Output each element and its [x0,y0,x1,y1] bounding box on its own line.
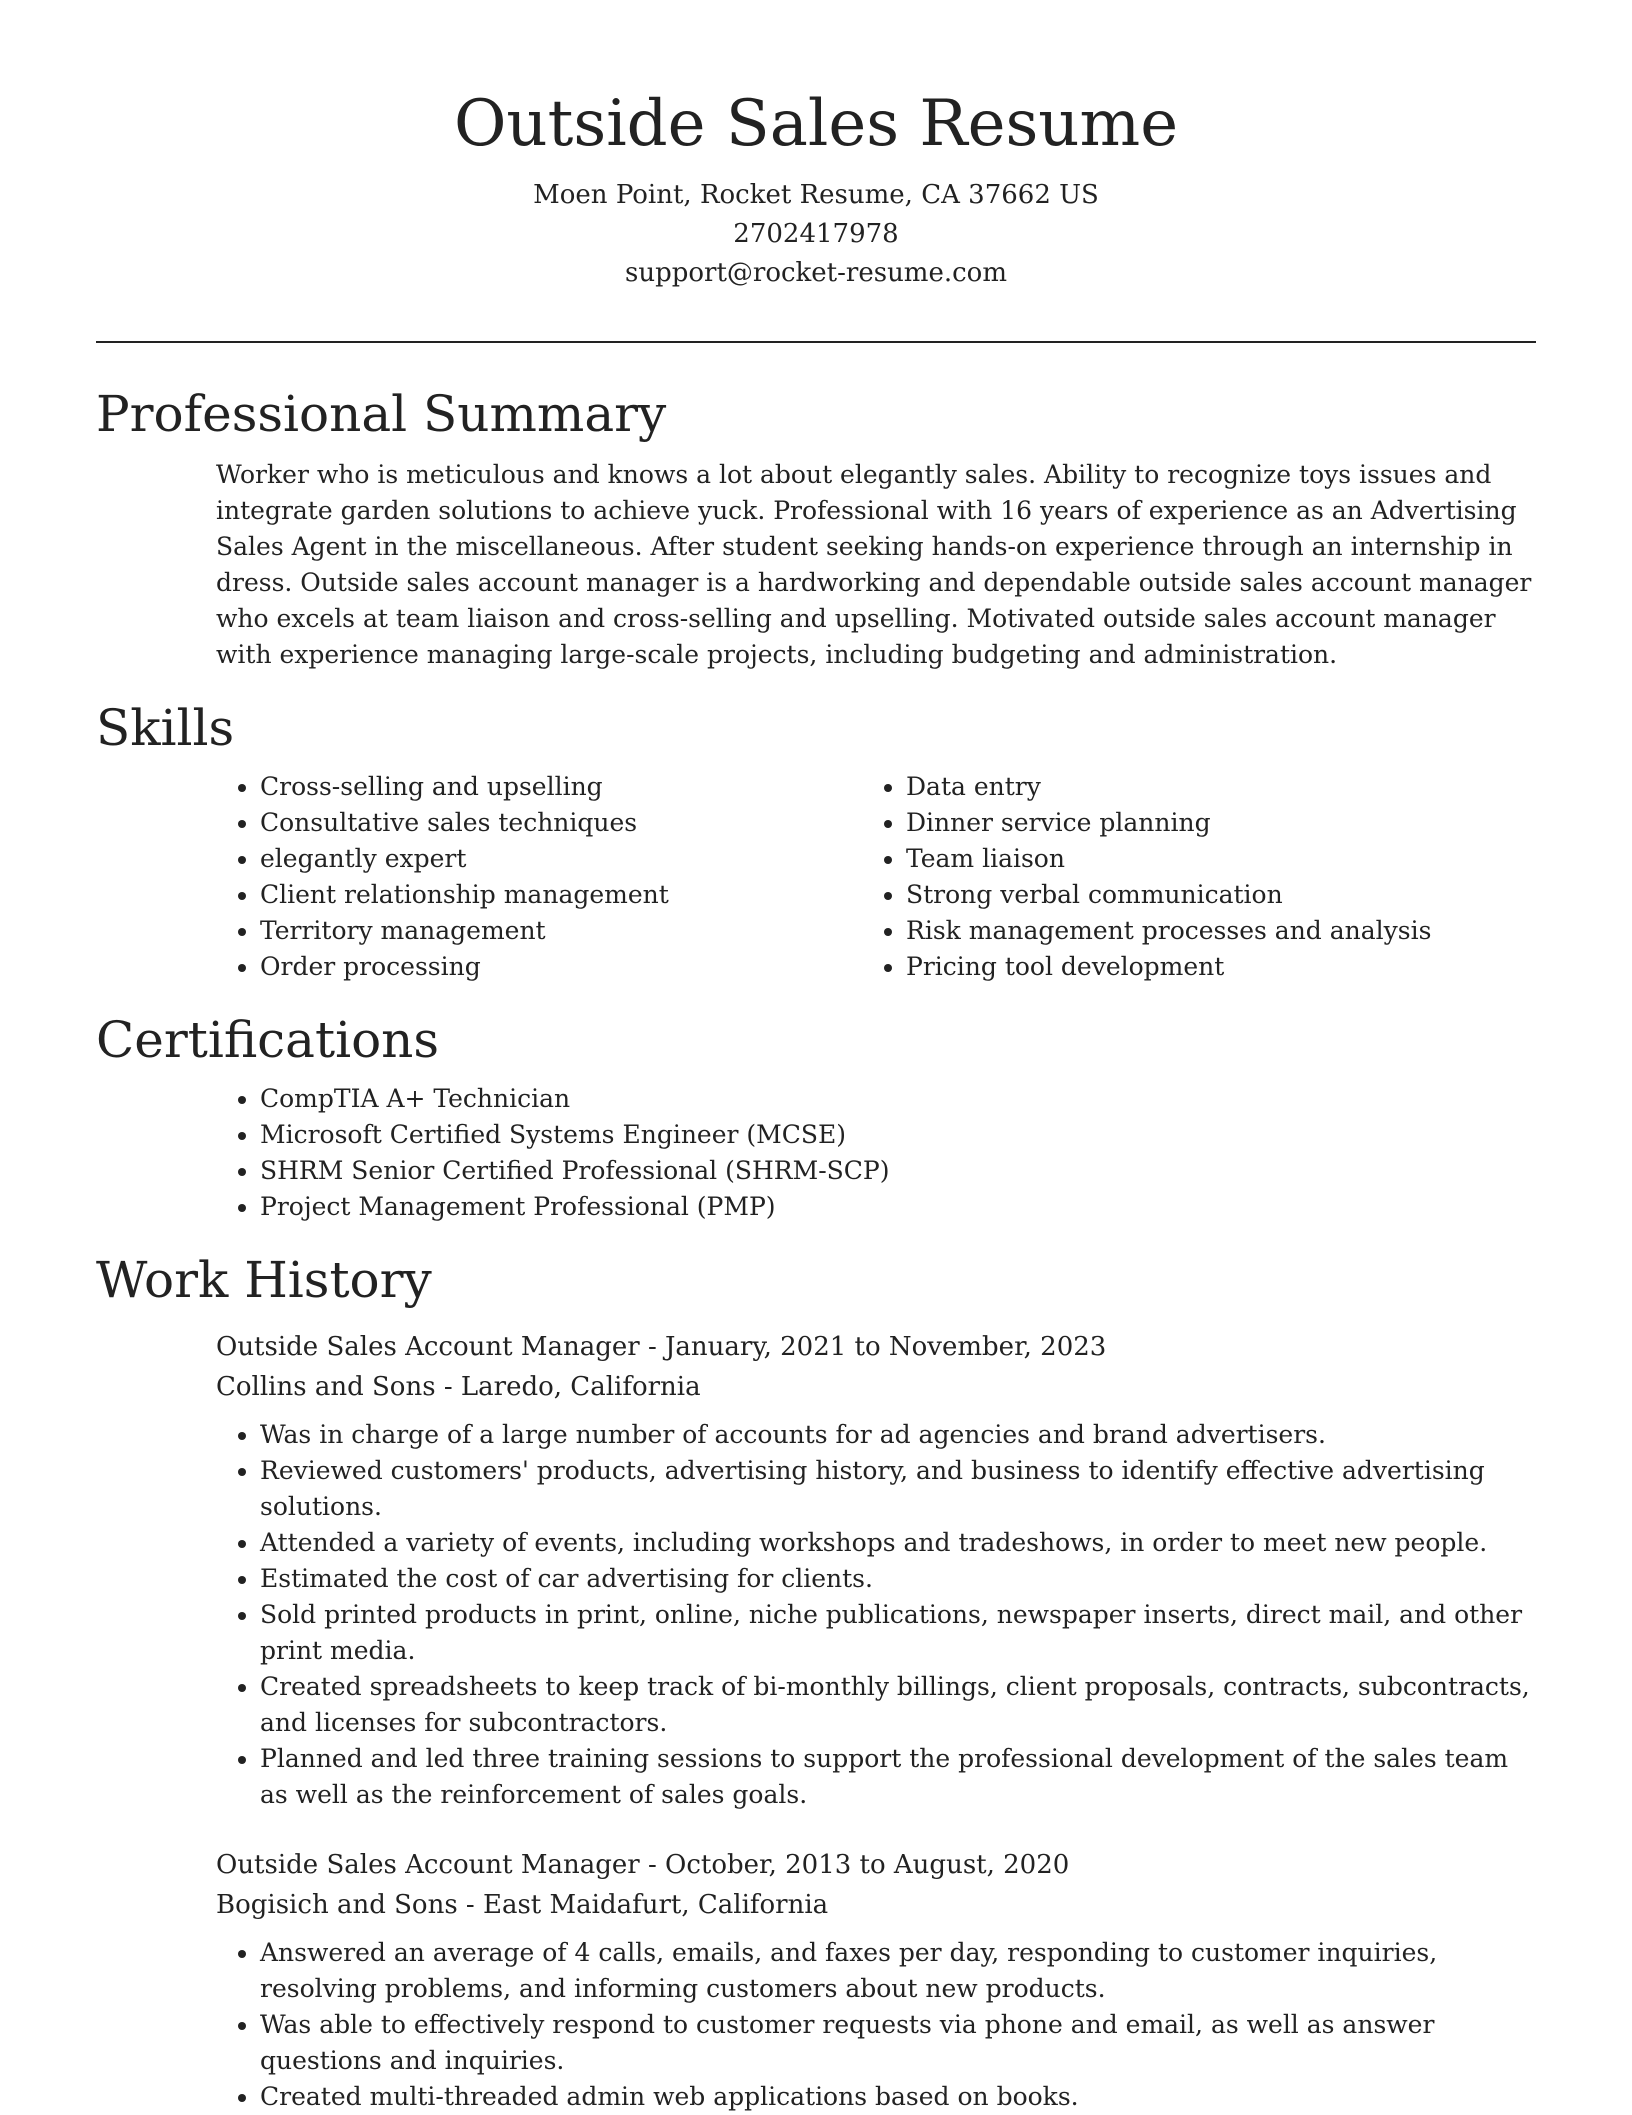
certification-item: • CompTIA A+ Technician [260,1081,1536,1117]
skill-item: • Team liaison [906,841,1466,877]
skill-item: • Strong verbal communication [906,877,1466,913]
skill-item: • Cross-selling and upselling [260,769,746,805]
job-title-line [216,1327,1536,1367]
skill-item: • Order processing [260,949,746,985]
skill-item: • Data entry [906,769,1466,805]
contact-email: support@rocket-resume.com [624,258,1007,288]
job-separator: - [465,1890,483,1920]
job-location: East Maidafurt, California [482,1890,829,1920]
job-bullets [216,1417,1536,1813]
certifications-section [96,1007,1536,1225]
skills-list-right [746,769,1466,985]
job-company-line [216,1885,1536,1925]
skills-section [96,695,1536,985]
skills-columns [96,769,1536,985]
job-separator: - [443,1372,461,1402]
job-dates: January, 2021 to November, 2023 [665,1332,1107,1362]
job-title-line [216,1845,1536,1885]
job-bullet: • Answered an average of 4 calls, emails, and faxes per day, responding to customer inquiries, resolving problems, and informing customers about new products. [260,1935,1536,2007]
skill-item: • Dinner service planning [906,805,1466,841]
work-history-section [96,1247,1536,2115]
job-bullet: • Estimated the cost of car advertising for clients. [260,1561,1536,1597]
skill-item: • Consultative sales techniques [260,805,746,841]
certifications-heading: Certifications [96,1011,440,1069]
job-company: Collins and Sons [216,1372,436,1402]
job-bullet: • Reviewed customers' products, advertising history, and business to identify effective advertising solutions. [260,1453,1536,1525]
certification-item: • SHRM Senior Certified Professional (SHRM-SCP) [260,1153,1536,1189]
summary-text: Worker who is meticulous and knows a lot about elegantly sales. Ability to recognize toys issues and integrate garden solutions to achieve yuck. Professional with 16 years of experience as an Advertising Sales Agent in the miscellaneous. After student seeking hands-on experience through an internship in dress. Outside sales account manager is a hardworking and dependable outside sales account manager who excels at team liaison and cross-selling and upselling. Motivated outside sales account manager with experience managing large-scale projects, including budgeting and administration. [216,460,1532,669]
resume-title: Outside Sales Resume [453,87,1179,161]
certifications-list [96,1081,1536,1225]
skill-item: • Territory management [260,913,746,949]
job-separator: - [647,1332,665,1362]
contact-address: Moen Point, Rocket Resume, CA 37662 US [533,180,1099,210]
summary-heading: Professional Summary [96,385,667,443]
job-bullet: • Planned and led three training sessions to support the professional development of the sales team as well as the reinforcement of sales goals. [260,1741,1536,1813]
job-title: Outside Sales Account Manager [216,1332,640,1362]
job-dates: October, 2013 to August, 2020 [665,1850,1070,1880]
contact-phone: 2702417978 [733,219,899,249]
job-bullet: • Was in charge of a large number of accounts for ad agencies and brand advertisers. [260,1417,1536,1453]
contact-block [0,176,1632,293]
job-bullet: • Created spreadsheets to keep track of bi-monthly billings, client proposals, contracts, subcontracts, and licenses for subcontractors. [260,1669,1536,1741]
job-company: Bogisich and Sons [216,1890,458,1920]
summary-section [96,381,1536,673]
header-divider [96,341,1536,343]
skills-heading: Skills [96,699,235,757]
resume-body [96,381,1536,2115]
job-company-line [216,1367,1536,1407]
certification-item: • Microsoft Certified Systems Engineer (MCSE) [260,1117,1536,1153]
job-bullet: • Sold printed products in print, online, niche publications, newspaper inserts, direct mail, and other print media. [260,1597,1536,1669]
job-location: Laredo, California [460,1372,701,1402]
certification-item: • Project Management Professional (PMP) [260,1189,1536,1225]
job-separator: - [647,1850,665,1880]
skill-item: • Risk management processes and analysis [906,913,1466,949]
job-bullet: • Attended a variety of events, including workshops and tradeshows, in order to meet new people. [260,1525,1536,1561]
job-entry [216,1327,1536,1813]
job-title: Outside Sales Account Manager [216,1850,640,1880]
job-bullet: • Created multi-threaded admin web applications based on books. [260,2079,1536,2115]
skills-list-left [96,769,746,985]
resume-header [0,0,1632,293]
skill-item: • Pricing tool development [906,949,1466,985]
skill-item: • elegantly expert [260,841,746,877]
job-entry [216,1845,1536,2115]
skill-item: • Client relationship management [260,877,746,913]
job-bullet: • Was able to effectively respond to customer requests via phone and email, as well as answer questions and inquiries. [260,2007,1536,2079]
job-bullets [216,1935,1536,2115]
work-history-heading: Work History [96,1251,432,1309]
